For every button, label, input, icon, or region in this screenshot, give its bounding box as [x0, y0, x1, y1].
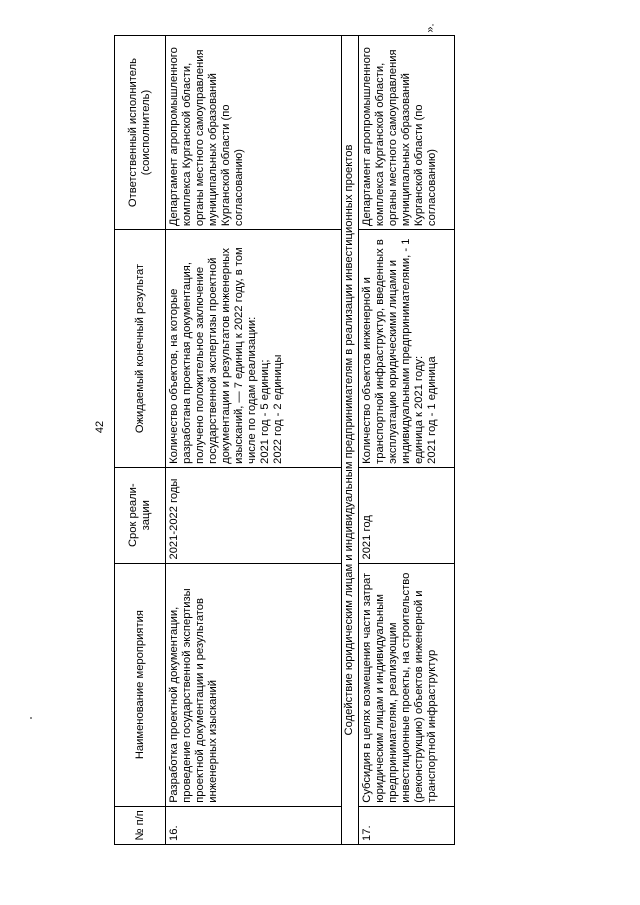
row-result — [166, 230, 342, 468]
row-executor: Департамент агропромышленного комплекса Курганской области, органы местного самоуправления муниципальных образований Курганской области (по согласованию) — [359, 36, 455, 230]
row-executor: Департамент агропромышленного комплекса Курганской области, органы местного самоуправления муниципальных образований Курганской области (по согласованию) — [166, 36, 342, 230]
row-result — [359, 230, 455, 468]
measures-table — [114, 35, 455, 845]
scan-speck — [30, 717, 32, 719]
row-result-line: 2021 год - 5 единиц; — [259, 359, 271, 464]
row-name: Субсидия в целях возмещения части затрат юридическим лицам и индивидуальным предпринимателям, реализующим инвестиционные проекты, на строительство (реконструкцию) объектов инженерной и транспортной инфраструктур — [359, 563, 455, 806]
header-term: Срок реали-зации — [115, 467, 166, 563]
row-result-line: 2022 год - 2 единицы — [272, 354, 284, 464]
header-executor: Ответственный исполнитель (соисполнитель) — [115, 36, 166, 230]
header-name: Наименование мероприятия — [115, 563, 166, 806]
row-result-text: Количество объектов, на которые разработана проектная документация, получено положительное заключение государственной экспертизы проектной документации и результатов инженерных изысканий, — 7 единиц к 2022 году, в том числе по годам реализации: — [168, 247, 258, 464]
row-term: 2021 год — [359, 467, 455, 563]
header-num: № п/п — [115, 806, 166, 844]
table-row — [359, 36, 455, 845]
row-term: 2021-2022 годы — [166, 467, 342, 563]
rotated-table-wrapper — [114, 35, 450, 845]
section-row — [342, 36, 359, 845]
closing-quote: ». — [424, 23, 437, 33]
row-result-text: Количество объектов инженерной и транспортной инфраструктур, введенных в эксплуатацию юридическими лицами и индивидуальными предпринимателями, - 1 единица к 2021 году: — [361, 238, 425, 464]
row-num: 17. — [359, 806, 455, 844]
row-name: Разработка проектной документации, проведение государственной экспертизы проектной документации и результатов инженерных изысканий — [166, 563, 342, 806]
row-num: 16. — [166, 806, 342, 844]
section-title: Содействие юридическим лицам и индивидуальным предпринимателям в реализации инвестиционных проектов — [342, 36, 359, 845]
table-header-row — [115, 36, 166, 845]
header-result: Ожидаемый конечный результат — [115, 230, 166, 468]
row-result-line: 2021 год - 1 единица — [426, 356, 438, 464]
page-number: 42 — [94, 420, 107, 434]
table-row — [166, 36, 342, 845]
